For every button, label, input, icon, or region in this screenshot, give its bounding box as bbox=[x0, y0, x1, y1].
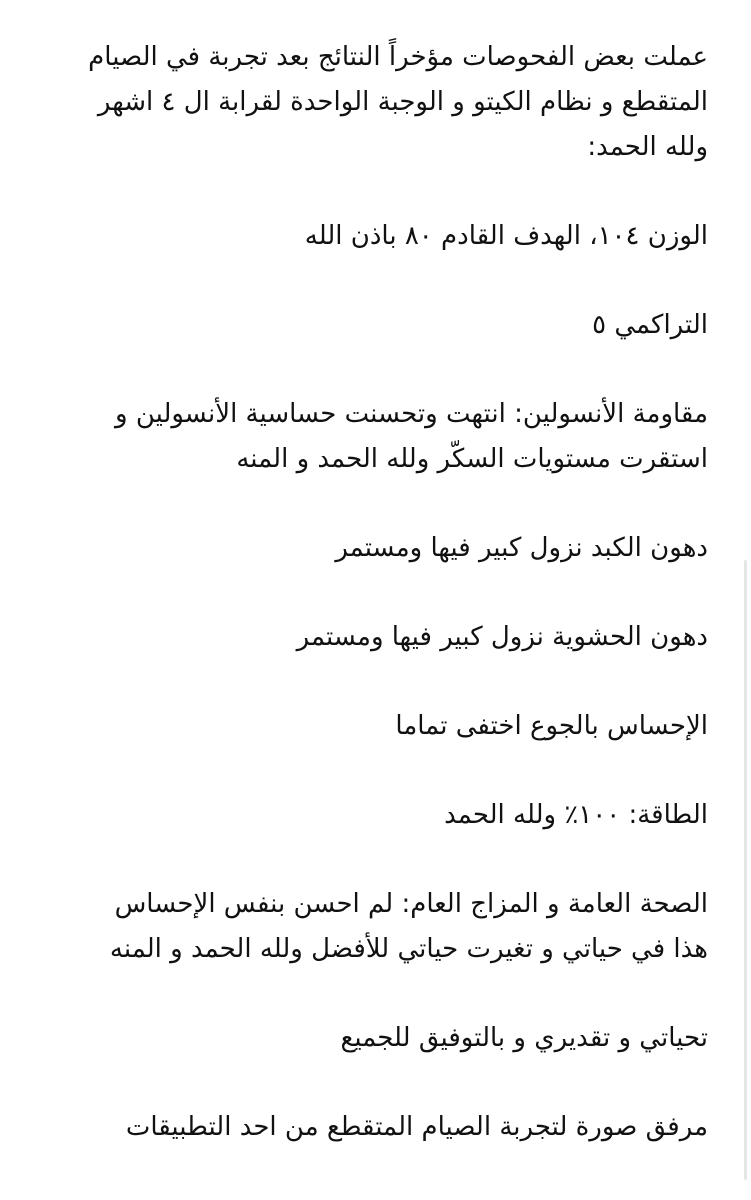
greetings-paragraph bbox=[28, 1016, 708, 1061]
weight-paragraph bbox=[28, 214, 708, 259]
text-line: تحياتي و تقديري و بالتوفيق للجميع bbox=[340, 1023, 708, 1053]
text-line: استقرت مستويات السكّر ولله الحمد و المنه bbox=[236, 444, 708, 474]
text-line: التراكمي ٥ bbox=[592, 310, 708, 340]
intro-paragraph bbox=[28, 35, 708, 170]
text-line: دهون الكبد نزول كبير فيها ومستمر bbox=[335, 533, 708, 563]
hunger-paragraph bbox=[28, 704, 708, 749]
energy-paragraph bbox=[28, 793, 708, 838]
text-line: هذا في حياتي و تغيرت حياتي للأفضل ولله الحمد و المنه bbox=[109, 934, 708, 964]
attachment-note-paragraph bbox=[28, 1105, 708, 1150]
general-health-paragraph bbox=[28, 882, 708, 972]
liver-fat-paragraph bbox=[28, 526, 708, 571]
insulin-paragraph bbox=[28, 392, 708, 482]
text-line: ولله الحمد: bbox=[587, 132, 708, 162]
text-line: عملت بعض الفحوصات مؤخراً النتائج بعد تجربة في الصيام bbox=[88, 42, 708, 72]
text-line: الصحة العامة و المزاج العام: لم احسن بنفس الإحساس bbox=[114, 889, 708, 919]
text-line: الوزن ١٠٤، الهدف القادم ٨٠ باذن الله bbox=[304, 221, 708, 251]
visceral-fat-paragraph bbox=[28, 615, 708, 660]
hba1c-paragraph bbox=[28, 303, 708, 348]
scrollbar[interactable] bbox=[744, 560, 747, 1180]
post-body bbox=[28, 35, 708, 1194]
text-line: مرفق صورة لتجربة الصيام المتقطع من احد التطبيقات bbox=[125, 1112, 708, 1142]
text-line: دهون الحشوية نزول كبير فيها ومستمر bbox=[296, 622, 708, 652]
text-line: مقاومة الأنسولين: انتهت وتحسنت حساسية الأنسولين و bbox=[115, 399, 708, 429]
text-line: المتقطع و نظام الكيتو و الوجبة الواحدة لقرابة ال ٤ اشهر bbox=[97, 87, 708, 117]
text-line: الطاقة: ١٠٠٪ ولله الحمد bbox=[444, 800, 708, 830]
text-line: الإحساس بالجوع اختفى تماما bbox=[395, 711, 708, 741]
